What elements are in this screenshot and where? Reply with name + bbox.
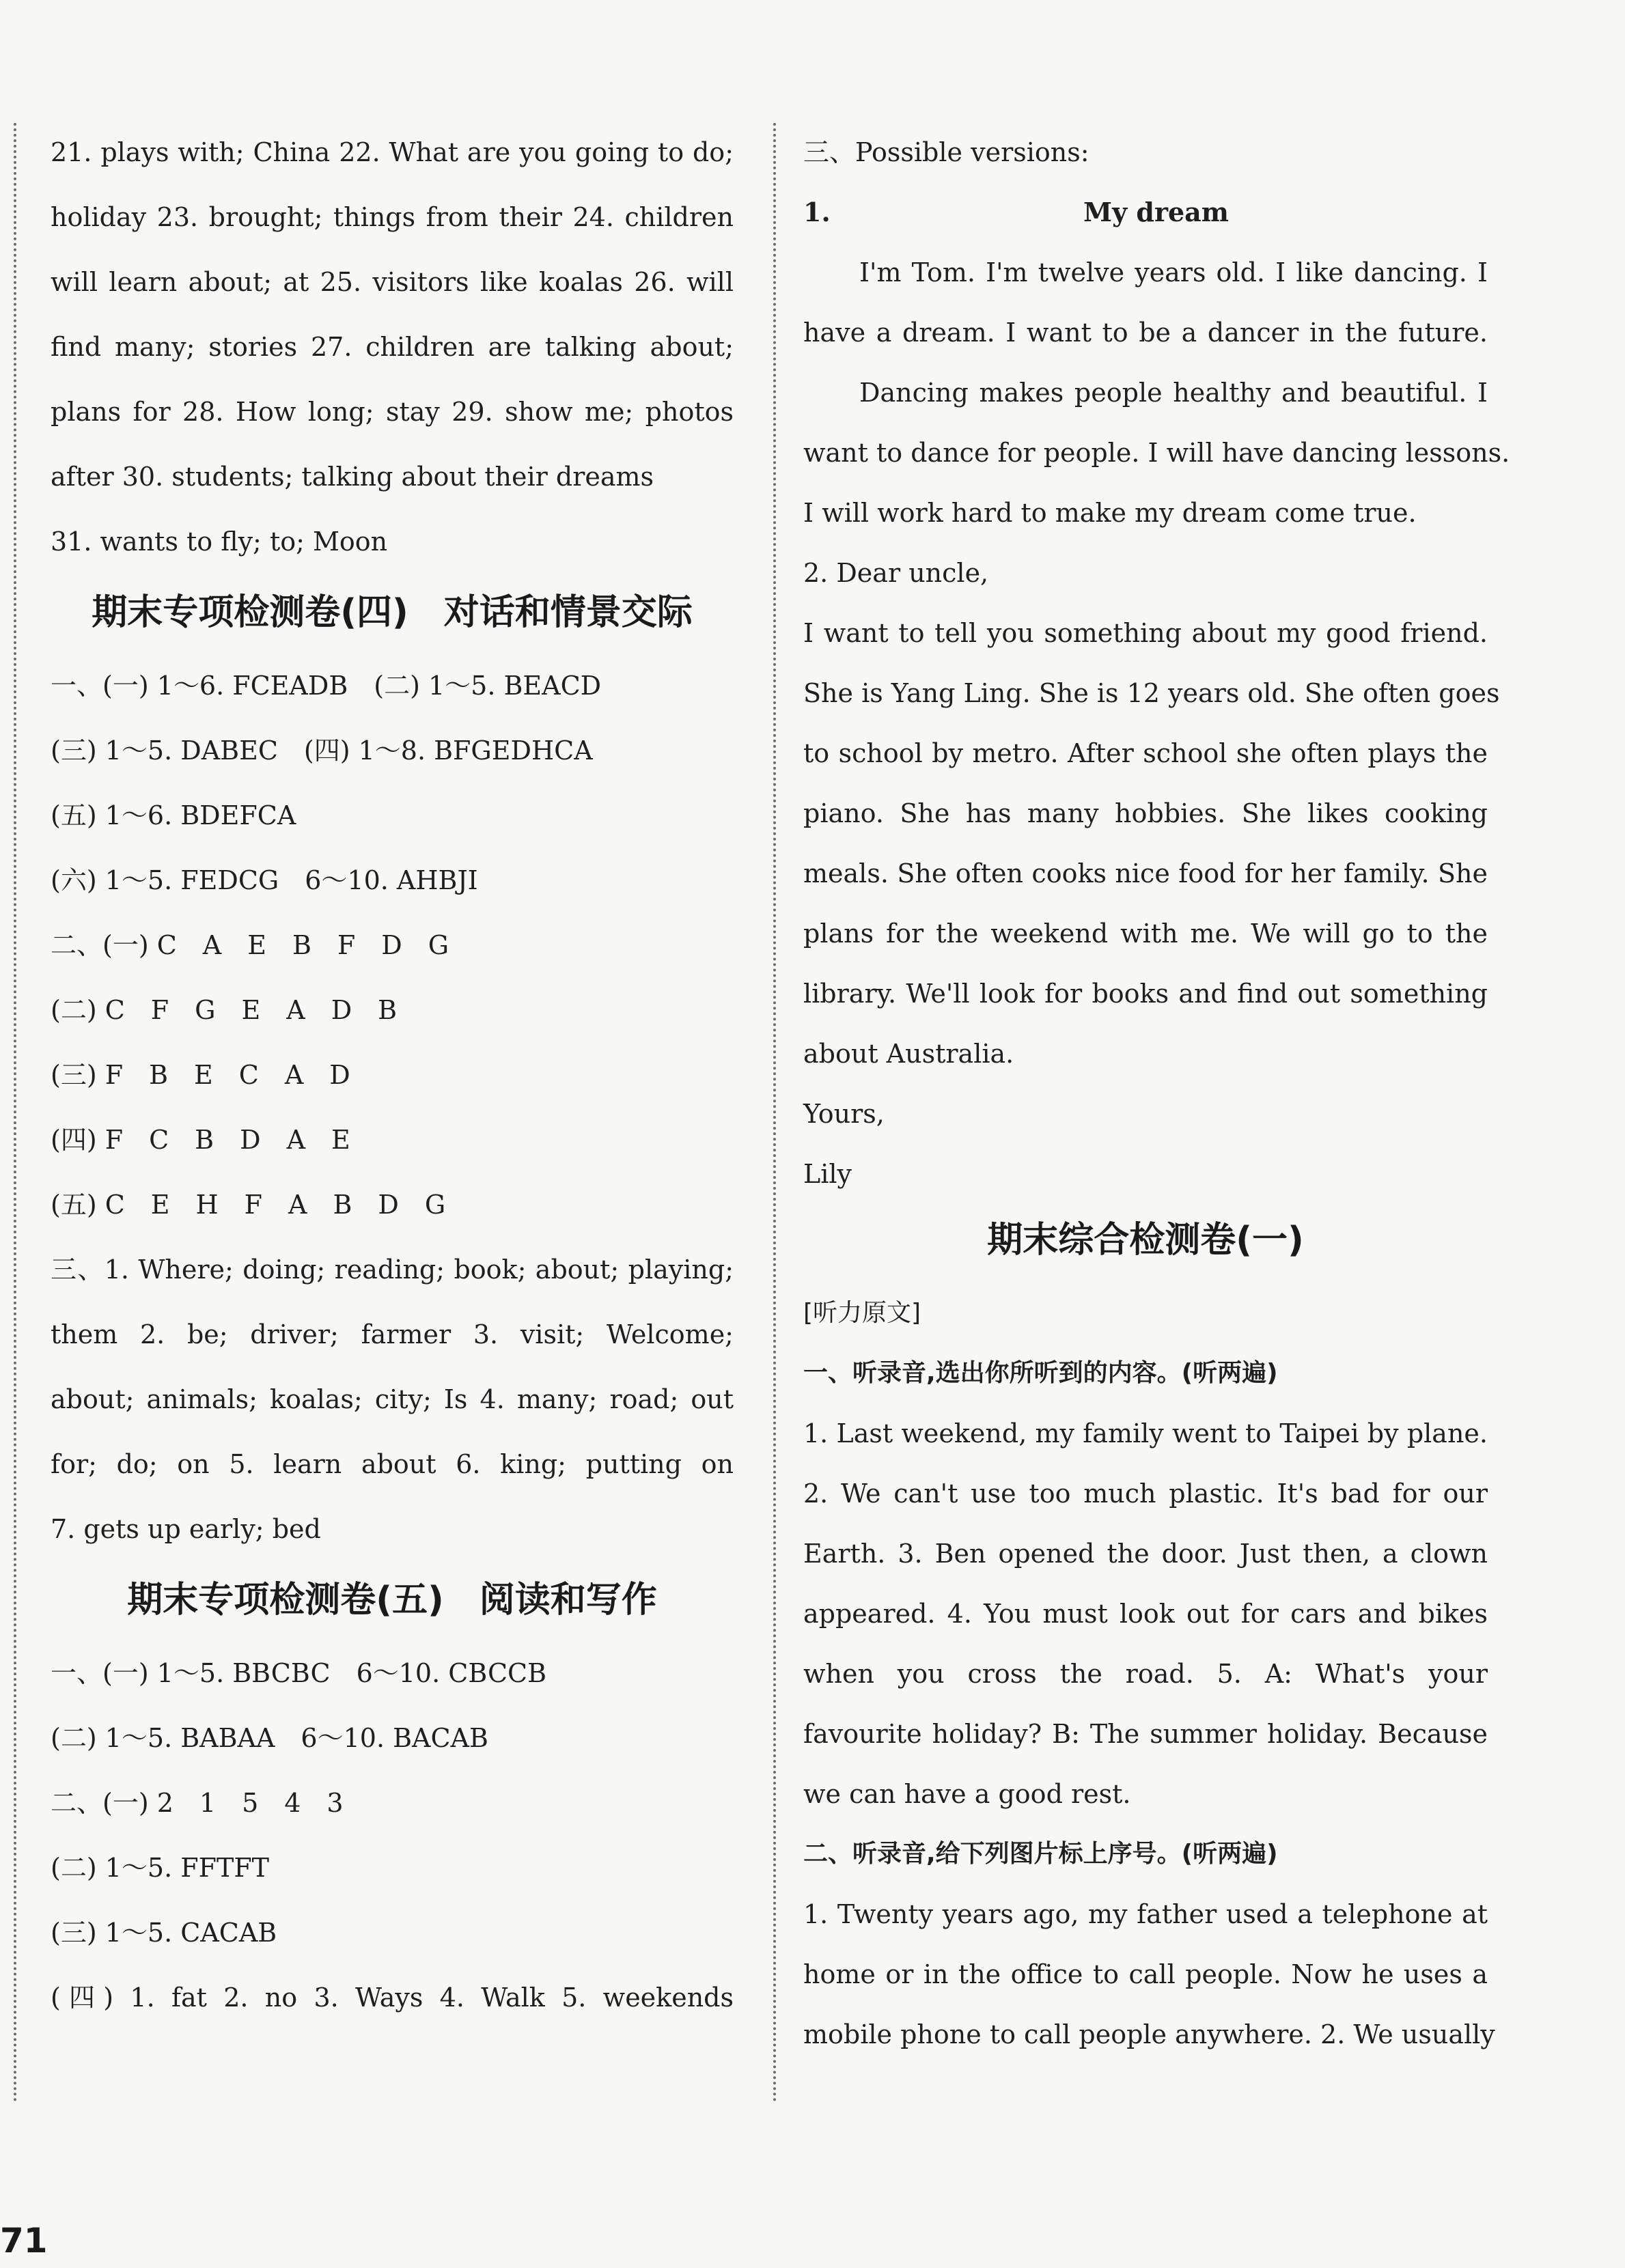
answers-block-continued [51,137,734,557]
answer-line: (三) F B E C A D [51,1060,350,1090]
answer-line: 21. plays with; China 22. What are you going to do; [51,137,734,167]
answer-line: 二、(一) 2 1 5 4 3 [51,1788,344,1818]
left-column [51,137,734,2047]
answer-line: 7. gets up early; bed [51,1514,321,1544]
listening-line: 1. Twenty years ago, my father used a telephone at [803,1899,1488,1929]
answer-line: (二) 1～5. FFTFT [51,1853,270,1883]
listening-section-2-body [803,1899,1495,2050]
page-number: 71 [0,2221,48,2260]
listening-line: when you cross the road. 5. A: What's your [803,1659,1488,1689]
answer-line: (四) F C B D A E [51,1125,350,1155]
answer-line: (二) 1～5. BABAA 6～10. BACAB [51,1723,488,1753]
essay-line: want to dance for people. I will have dancing lessons. [803,438,1510,468]
answers-block-test-5 [51,1657,734,2013]
listening-script-label: [听力原文] [803,1299,921,1327]
answer-line: 一、(一) 1～6. FCEADB (二) 1～5. BEACD [51,671,602,701]
answer-line: 二、(一) C A E B F D G [51,930,449,960]
essay-line: Lily [803,1159,852,1189]
answer-line: holiday 23. brought; things from their 24. children [51,202,734,232]
column-dotted-divider [773,123,776,2103]
listening-section-2-heading: 二、听录音,给下列图片标上序号。(听两遍) [803,1840,1278,1868]
answers-block-test-4 [51,670,734,1545]
essay-2-body [803,557,1500,1190]
listening-line: Earth. 3. Ben opened the door. Just then, a clown [803,1539,1488,1569]
essay-line: 2. Dear uncle, [803,558,989,588]
essay-line: I'm Tom. I'm twelve years old. I like dancing. I [859,257,1488,288]
essay-line: plans for the weekend with me. We will go to the [803,919,1488,949]
essay-1-number: 1. [803,197,831,227]
essay-line: Dancing makes people healthy and beautiful. I [859,378,1488,408]
listening-line: 2. We can't use too much plastic. It's bad for our [803,1479,1488,1509]
listening-line: we can have a good rest. [803,1779,1131,1809]
answer-line: find many; stories 27. children are talking about; [51,332,734,362]
possible-versions-label: 三、Possible versions: [803,137,1089,167]
answer-line: 一、(一) 1～5. BBCBC 6～10. CBCCB [51,1658,547,1688]
essay-1-body [803,257,1510,529]
listening-line: appeared. 4. You must look out for cars and bikes [803,1599,1488,1629]
essay-line: I will work hard to make my dream come true. [803,498,1417,528]
essay-line: have a dream. I want to be a dancer in the future. [803,318,1488,348]
essay-1-title-line [803,197,1488,228]
listening-line: home or in the office to call people. Now he uses a [803,1959,1488,1989]
answer-line: plans for 28. How long; stay 29. show me; photos [51,397,734,427]
left-margin-dotted-rule [14,123,16,2103]
essay-line: She is Yang Ling. She is 12 years old. She often goes [803,678,1500,708]
answer-line: 三、1. Where; doing; reading; book; about; playing; [51,1255,734,1285]
answer-line: (五) 1～6. BDEFCA [51,800,296,830]
answer-line: for; do; on 5. learn about 6. king; putting on [51,1449,734,1479]
listening-section-1-body [803,1418,1488,1810]
listening-line: mobile phone to call people anywhere. 2. We usually [803,2019,1495,2049]
section-heading-final-test-1: 期末综合检测卷(一) [987,1220,1304,1261]
answer-line: (二) C F G E A D B [51,995,398,1025]
essay-line: piano. She has many hobbies. She likes cooking [803,798,1488,828]
section-heading-test-4: 期末专项检测卷(四) 对话和情景交际 [92,592,693,633]
answer-line: (六) 1～5. FEDCG 6～10. AHBJI [51,865,478,895]
answer-line: them 2. be; driver; farmer 3. visit; Welcome; [51,1319,734,1349]
section-heading-test-5: 期末专项检测卷(五) 阅读和写作 [127,1580,657,1621]
answer-line: about; animals; koalas; city; Is 4. many; road; out [51,1384,734,1414]
essay-line: library. We'll look for books and find out something [803,979,1488,1009]
listening-line: 1. Last weekend, my family went to Taipei by plane. [803,1418,1488,1448]
listening-section-1-heading: 一、听录音,选出你所听到的内容。(听两遍) [803,1359,1278,1387]
answer-line: (三) 1～5. DABEC (四) 1～8. BFGEDHCA [51,736,593,766]
answer-line: (四) 1. fat 2. no 3. Ways 4. Walk 5. weekends [51,1983,734,2013]
answer-line: (三) 1～5. CACAB [51,1918,277,1948]
essay-line: I want to tell you something about my good friend. [803,618,1488,648]
essay-line: about Australia. [803,1039,1014,1069]
answer-line: will learn about; at 25. visitors like koalas 26. will [51,267,734,297]
answer-line: 31. wants to fly; to; Moon [51,527,388,557]
listening-line: favourite holiday? B: The summer holiday. Because [803,1719,1488,1749]
essay-line: Yours, [803,1099,885,1129]
essay-1-title: My dream [1083,197,1229,227]
essay-line: meals. She often cooks nice food for her family. She [803,858,1488,888]
right-column [803,137,1510,2079]
essay-line: to school by metro. After school she often plays the [803,738,1488,768]
answer-line: after 30. students; talking about their dreams [51,462,654,492]
answer-line: (五) C E H F A B D G [51,1190,446,1220]
